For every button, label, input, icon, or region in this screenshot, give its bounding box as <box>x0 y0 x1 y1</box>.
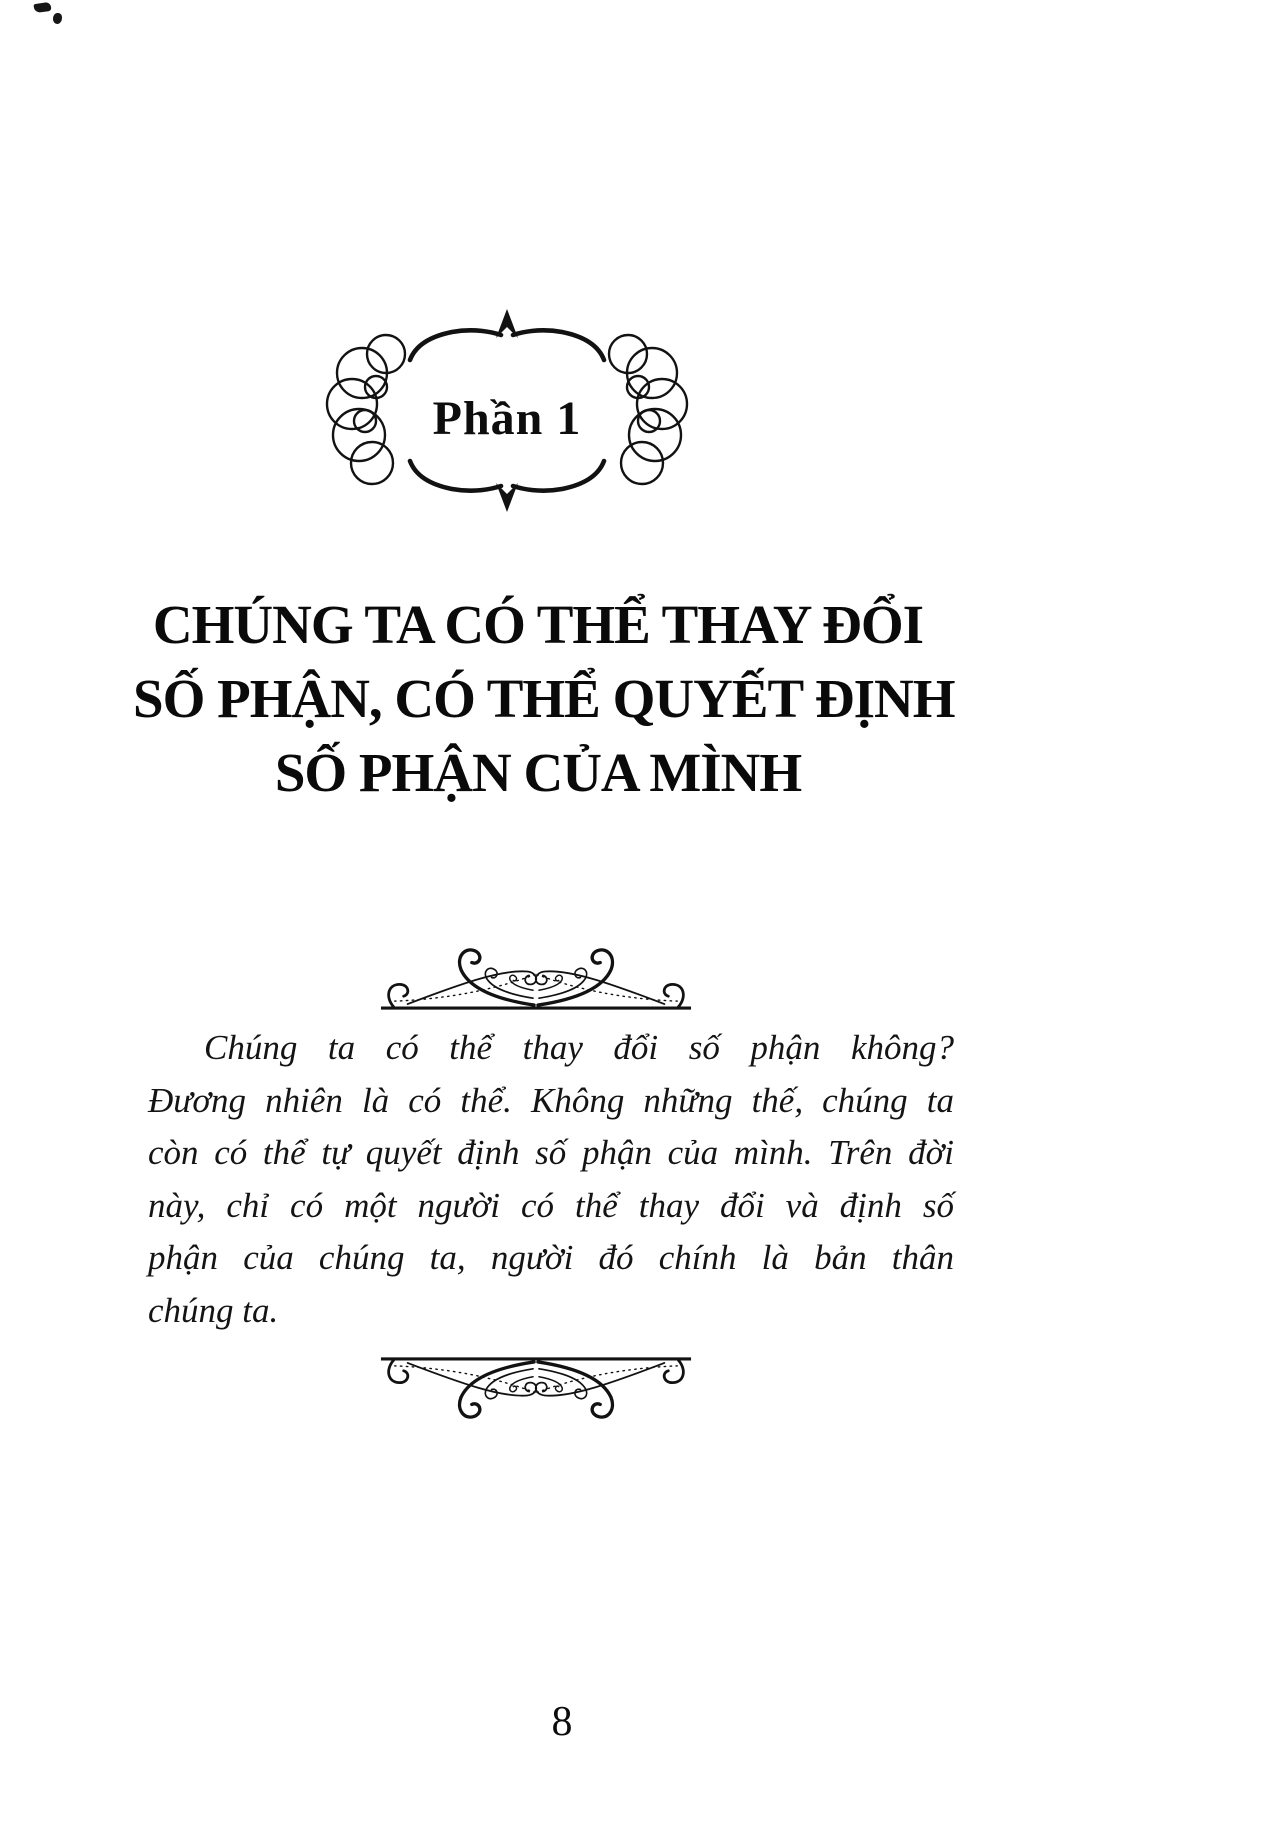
page-number: 8 <box>551 1699 573 1745</box>
chapter-title-line: SỐ PHẬN CỦA MÌNH <box>274 742 802 803</box>
chapter-title-line: CHÚNG TA CÓ THỂ THAY ĐỔI <box>152 594 924 655</box>
divider-flourish-top <box>378 928 694 1015</box>
part-label: Phần 1 <box>432 392 582 445</box>
quote-line: Chúng ta có thể thay đổi số phận không? <box>204 1028 954 1067</box>
part-frame-ornament <box>312 298 702 523</box>
chapter-title-line: SỐ PHẬN, CÓ THỂ QUYẾT ĐỊNH <box>133 668 955 729</box>
scan-artifact <box>33 2 51 13</box>
quote-line: Đương nhiên là có thể. Không những thế, chúng ta <box>148 1080 954 1120</box>
divider-flourish-bottom <box>378 1352 694 1439</box>
quote-line: này, chỉ có một người có thể thay đổi và định số <box>148 1185 954 1225</box>
chapter-title <box>133 588 955 810</box>
quote-paragraph <box>148 1022 954 1337</box>
quote-line: còn có thể tự quyết định số phận của mình. Trên đời <box>148 1133 954 1172</box>
quote-line: phận của chúng ta, người đó chính là bản thân <box>148 1238 954 1277</box>
quote-line: chúng ta. <box>148 1290 279 1330</box>
scan-artifact <box>53 13 62 24</box>
